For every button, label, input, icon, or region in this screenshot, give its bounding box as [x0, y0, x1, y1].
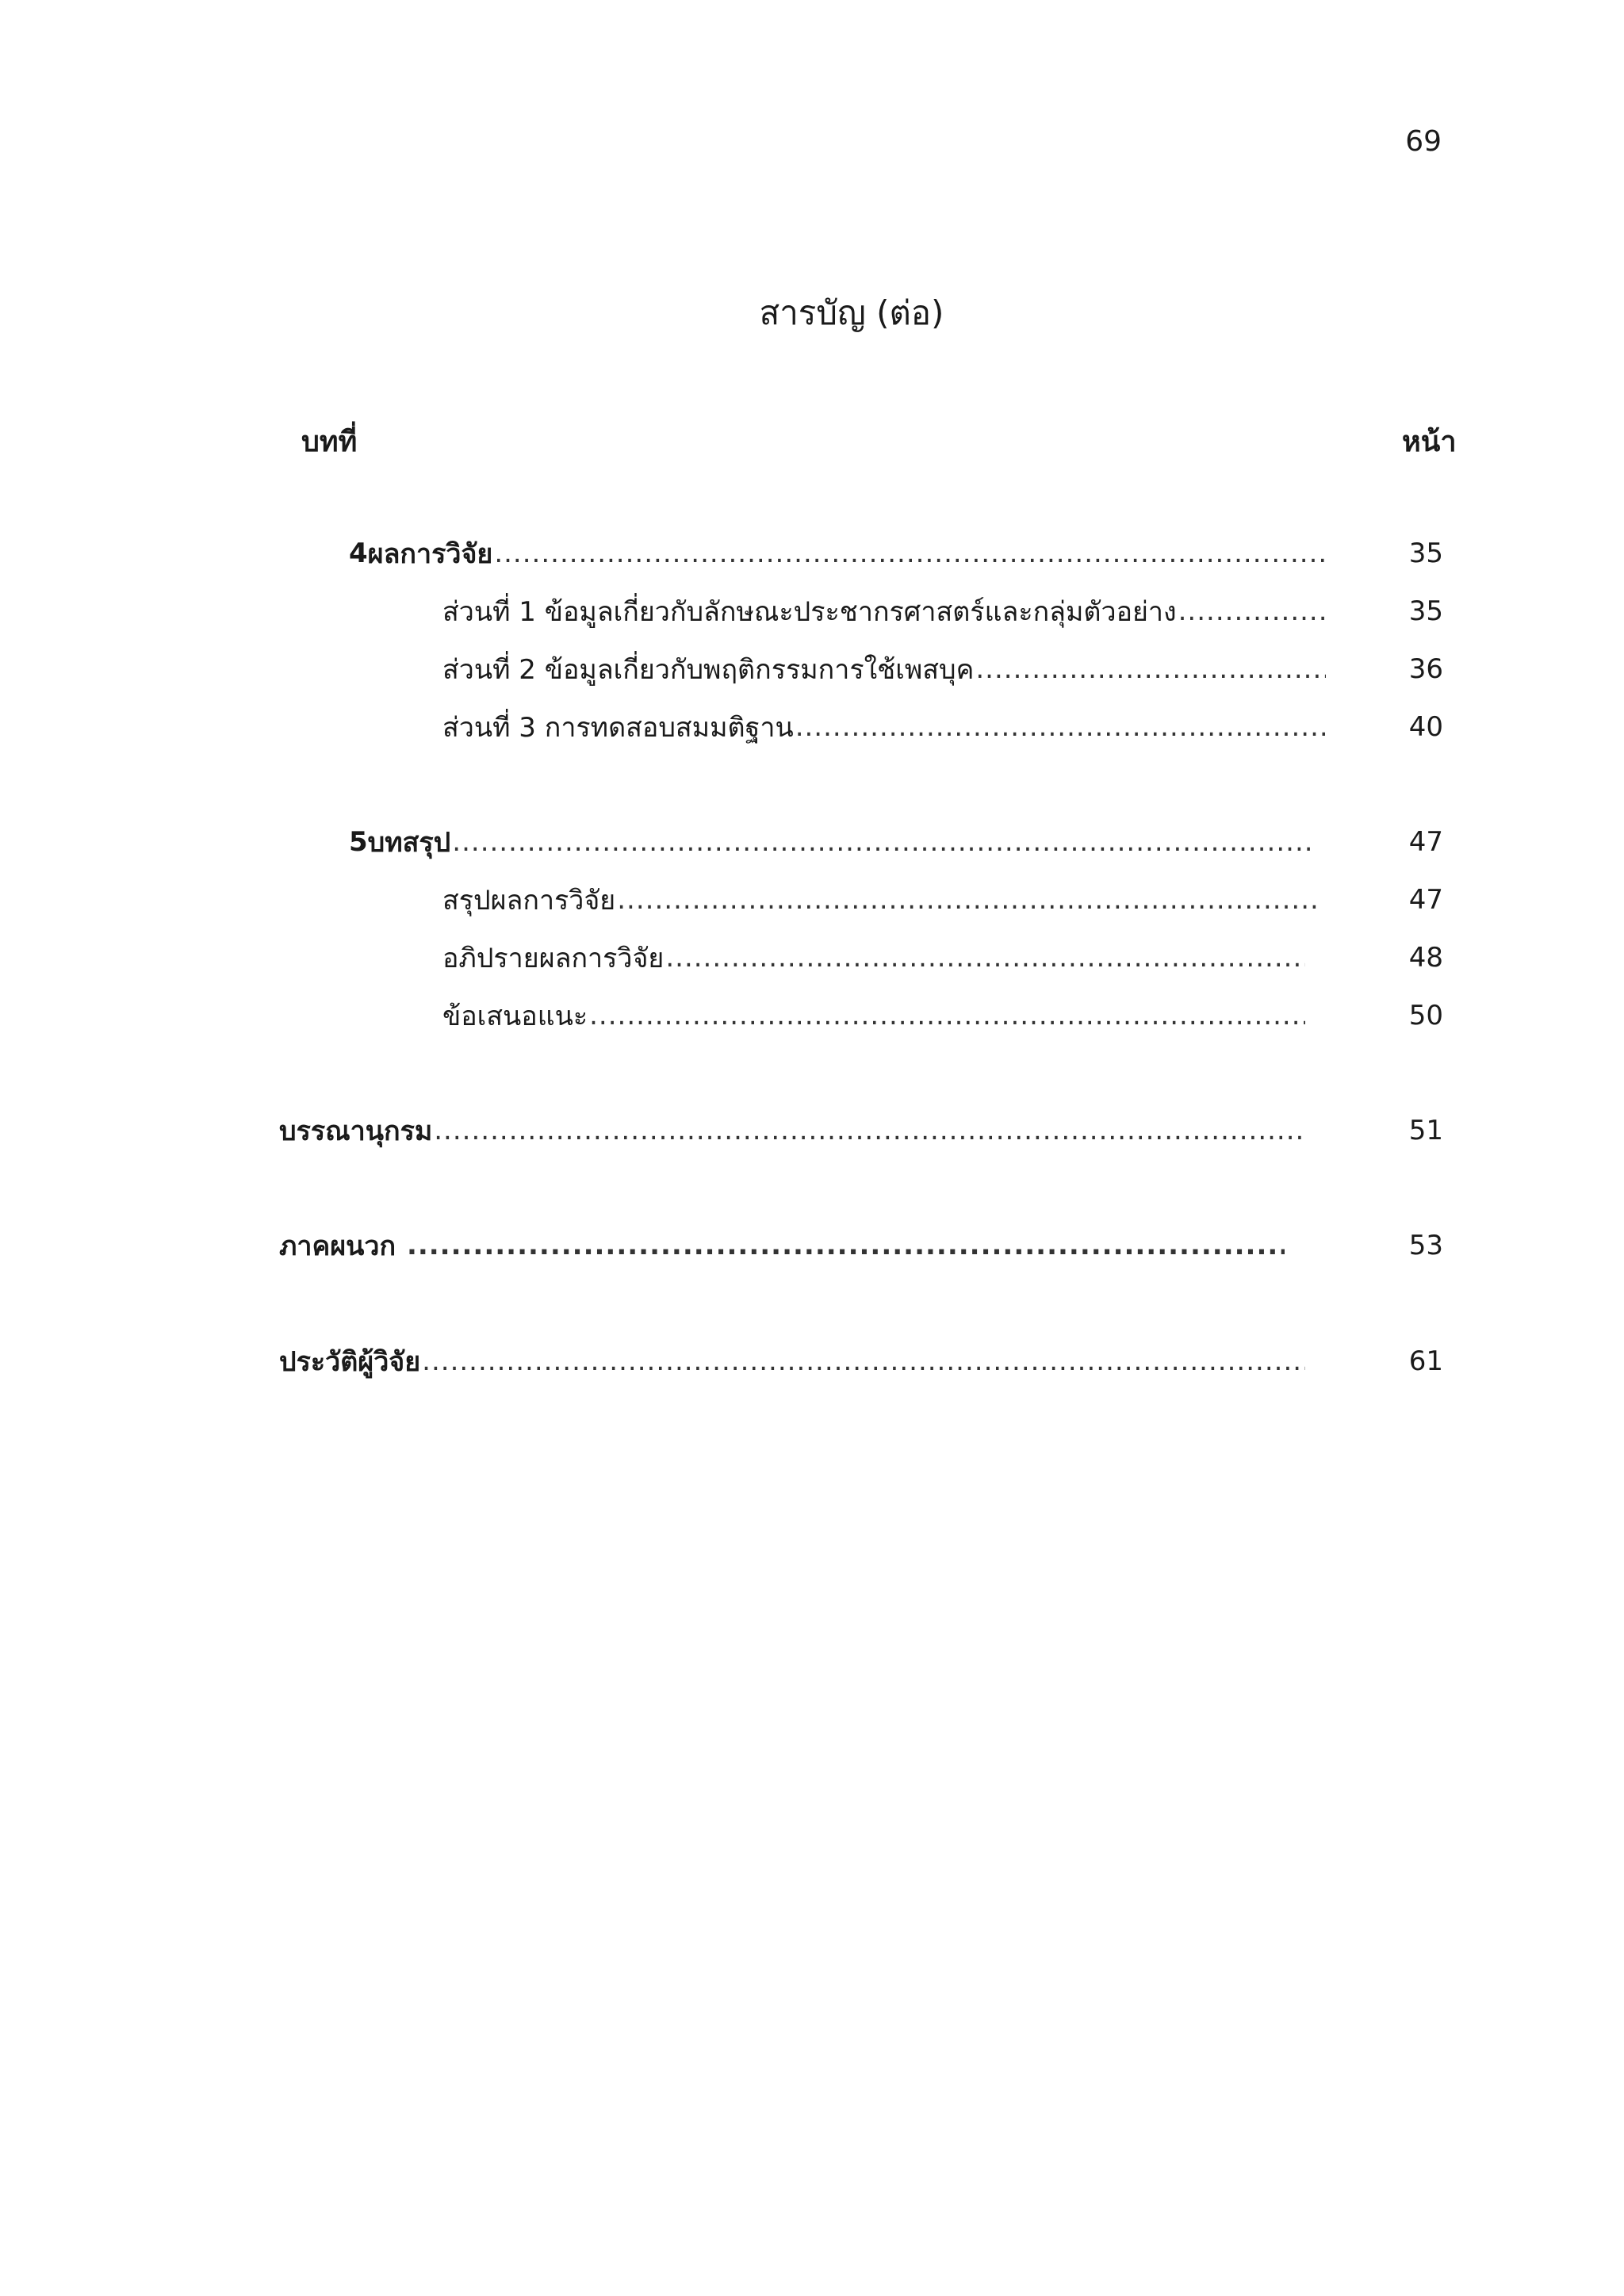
toc-entry-title: ข้อเสนอแนะ [442, 1001, 588, 1032]
toc-page-number: 51 [1408, 1115, 1443, 1146]
dot-leader [975, 653, 1326, 685]
dot-leader [617, 884, 1316, 916]
toc-page-number: 40 [1408, 711, 1443, 743]
toc-page-number: 35 [1408, 538, 1443, 569]
toc-appendix[interactable] [279, 1223, 1285, 1268]
chapter-number: 4 [349, 538, 368, 569]
toc-entry-title: ประวัติผู้วิจัย [279, 1346, 421, 1378]
dot-leader [1178, 595, 1326, 627]
toc-section-5-1[interactable] [442, 878, 1316, 922]
toc-section-4-2[interactable] [442, 647, 1326, 691]
dot-leader [452, 826, 1316, 858]
dot-leader [795, 711, 1326, 743]
dot-leader [434, 1115, 1305, 1146]
toc-section-5-2[interactable] [442, 936, 1305, 980]
toc-entry-title: ผลการวิจัย [367, 538, 493, 570]
chapter-number: 5 [349, 826, 368, 858]
toc-entry-title: ส่วนที่ 1 ข้อมูลเกี่ยวกับลักษณะประชากรศาสตร์และกลุ่มตัวอย่าง [442, 596, 1177, 628]
toc-page-number: 47 [1408, 826, 1443, 858]
toc-section-4-3[interactable] [442, 705, 1326, 749]
page-number: 69 [1405, 125, 1442, 158]
toc-entry-title: อภิปรายผลการวิจัย [442, 943, 665, 974]
toc-page-number: 61 [1408, 1345, 1443, 1377]
toc-page-number: 53 [1408, 1230, 1443, 1261]
toc-page-number: 35 [1408, 595, 1443, 627]
dot-leader [407, 1230, 1285, 1261]
toc-bibliography[interactable] [279, 1108, 1305, 1153]
toc-page-number: 48 [1408, 942, 1443, 974]
toc-section-5-3[interactable] [442, 993, 1305, 1038]
toc-entry-title: ส่วนที่ 3 การทดสอบสมมติฐาน [442, 712, 794, 744]
page-column-header: หน้า [1402, 426, 1457, 458]
dot-leader [589, 1000, 1305, 1031]
toc-entry-title: สรุปผลการวิจัย [442, 885, 616, 916]
toc-chapter-5[interactable] [349, 820, 1316, 864]
dot-leader [494, 538, 1326, 569]
dot-leader [665, 942, 1305, 974]
dot-leader [422, 1345, 1305, 1377]
toc-researcher-biography[interactable] [279, 1339, 1305, 1383]
toc-entry-title: บทสรุป [367, 827, 451, 859]
toc-entry-title: ภาคผนวก [279, 1230, 405, 1262]
toc-entry-title: ส่วนที่ 2 ข้อมูลเกี่ยวกับพฤติกรรมการใช้เพสบุค [442, 654, 975, 686]
toc-chapter-4[interactable] [349, 531, 1326, 576]
toc-page-number: 47 [1408, 884, 1443, 916]
chapter-column-header: บทที่ [301, 426, 358, 458]
toc-section-4-1[interactable] [442, 589, 1326, 633]
toc-entry-title: บรรณานุกรม [279, 1115, 433, 1147]
toc-page-number: 50 [1408, 1000, 1443, 1031]
toc-page-number: 36 [1408, 653, 1443, 685]
page-title: สารบัญ (ต่อ) [759, 293, 944, 332]
